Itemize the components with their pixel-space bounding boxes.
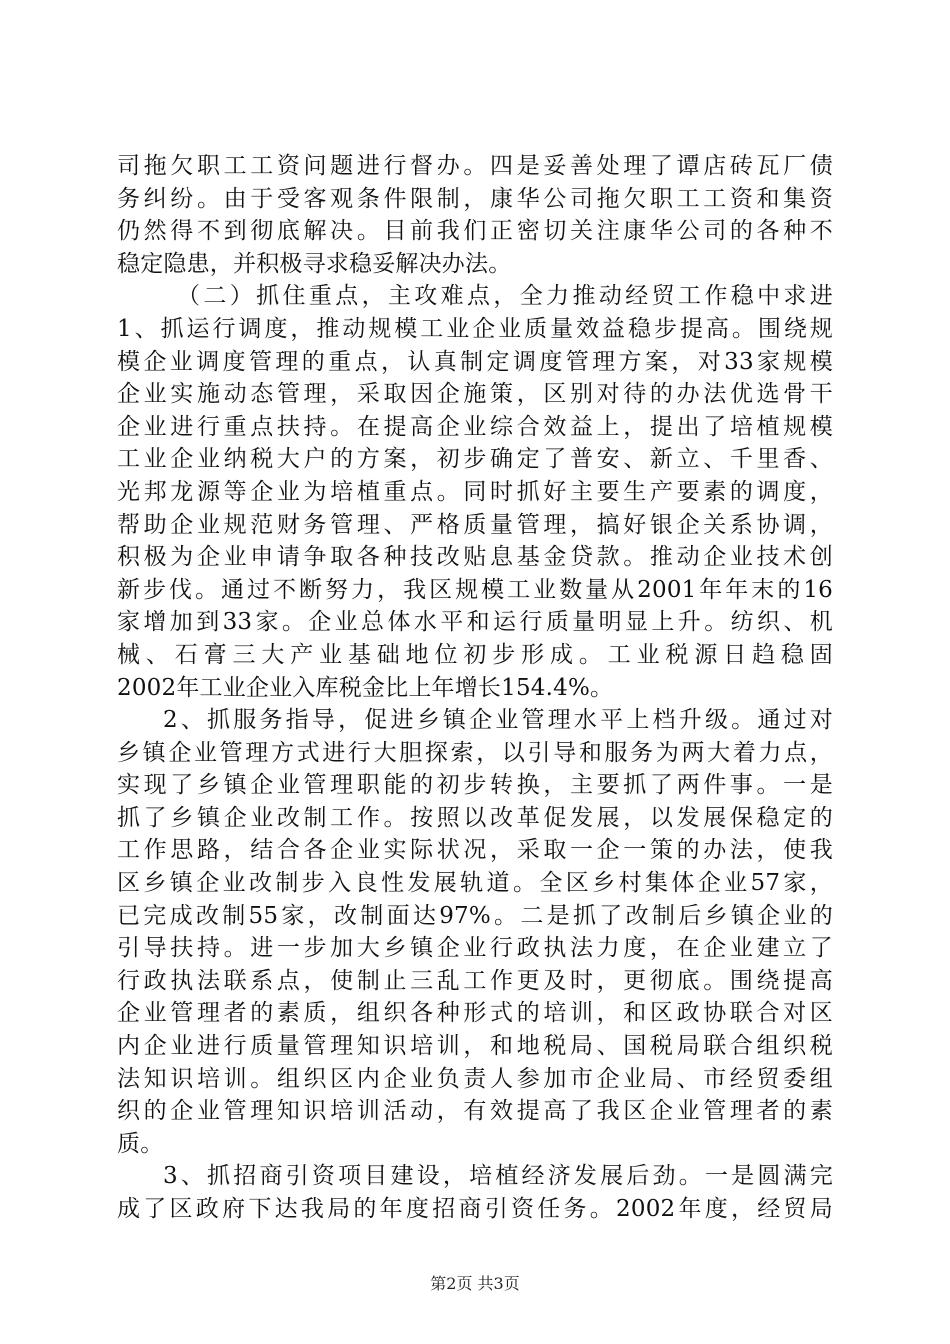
text-line: 1、抓运行调度，推动规模工业企业质量效益稳步提高。围绕规 bbox=[117, 315, 833, 342]
text-line: 务纠纷。由于受客观条件限制，康华公司拖欠职工工资和集资 bbox=[117, 185, 833, 212]
text-line: 行政执法联系点，使制止三乱工作更及时，更彻底。围绕提高 bbox=[117, 967, 833, 994]
text-line: 法知识培训。组织区内企业负责人参加市企业局、市经贸委组 bbox=[117, 1065, 833, 1092]
text-line: 抓了乡镇企业改制工作。按照以改革促发展，以发展保稳定的 bbox=[117, 804, 833, 831]
text-line: 乡镇企业管理方式进行大胆探索，以引导和服务为两大着力点， bbox=[117, 739, 833, 766]
text-line: 成了区政府下达我局的年度招商引资任务。2002年度，经贸局 bbox=[117, 1196, 833, 1222]
text-line: 帮助企业规范财务管理、严格质量管理，搞好银企关系协调， bbox=[117, 511, 833, 538]
page-footer: 第2页 共3页 bbox=[430, 1274, 520, 1293]
text-line: 织的企业管理知识培训活动，有效提高了我区企业管理者的素 bbox=[117, 1098, 833, 1125]
text-line: 仍然得不到彻底解决。目前我们正密切关注康华公司的各种不 bbox=[117, 218, 833, 245]
text-line: 工业企业纳税大户的方案，初步确定了普安、新立、千里香、 bbox=[117, 446, 833, 473]
text-line: 企业管理者的素质，组织各种形式的培训，和区政协联合对区 bbox=[117, 1000, 833, 1027]
text-line: 已完成改制55家，改制面达97%。二是抓了改制后乡镇企业的 bbox=[117, 902, 833, 929]
text-line: 新步伐。通过不断努力，我区规模工业数量从2001年年末的16 bbox=[117, 576, 833, 603]
text-line: 积极为企业申请争取各种技改贴息基金贷款。推动企业技术创 bbox=[117, 544, 833, 571]
text-line: （二）抓住重点，主攻难点，全力推动经贸工作稳中求进 bbox=[177, 283, 833, 310]
text-line: 区乡镇企业改制步入良性发展轨道。全区乡村集体企业57家， bbox=[117, 870, 833, 897]
text-line: 企业进行重点扶持。在提高企业综合效益上，提出了培植规模 bbox=[117, 413, 833, 440]
text-line: 司拖欠职工工资问题进行督办。四是妥善处理了谭店砖瓦厂债 bbox=[117, 153, 833, 179]
text-line: 2、抓服务指导，促进乡镇企业管理水平上档升级。通过对 bbox=[163, 707, 833, 734]
text-line: 模企业调度管理的重点，认真制定调度管理方案，对33家规模 bbox=[117, 348, 833, 375]
text-line: 光邦龙源等企业为培植重点。同时抓好主要生产要素的调度， bbox=[117, 478, 833, 505]
text-line: 家增加到33家。企业总体水平和运行质量明显上升。纺织、机 bbox=[117, 609, 833, 636]
text-line: 实现了乡镇企业管理职能的初步转换，主要抓了两件事。一是 bbox=[117, 772, 833, 799]
text-line: 3、抓招商引资项目建设，培植经济发展后劲。一是圆满完 bbox=[163, 1163, 833, 1190]
text-line: 2002年工业企业入库税金比上年增长154.4%。 bbox=[117, 674, 614, 701]
text-line: 内企业进行质量管理知识培训，和地税局、国税局联合组织税 bbox=[117, 1033, 833, 1060]
text-line: 工作思路，结合各企业实际状况，采取一企一策的办法，使我 bbox=[117, 837, 833, 864]
text-line: 企业实施动态管理，采取因企施策，区别对待的办法优选骨干 bbox=[117, 381, 833, 408]
document-body bbox=[117, 150, 833, 1226]
text-line: 引导扶持。进一步加大乡镇企业行政执法力度，在企业建立了 bbox=[117, 935, 833, 962]
text-line: 械、石膏三大产业基础地位初步形成。工业税源日趋稳固 bbox=[117, 641, 833, 668]
text-line: 质。 bbox=[117, 1130, 164, 1157]
text-line: 稳定隐患，并积极寻求稳妥解决办法。 bbox=[117, 250, 512, 277]
